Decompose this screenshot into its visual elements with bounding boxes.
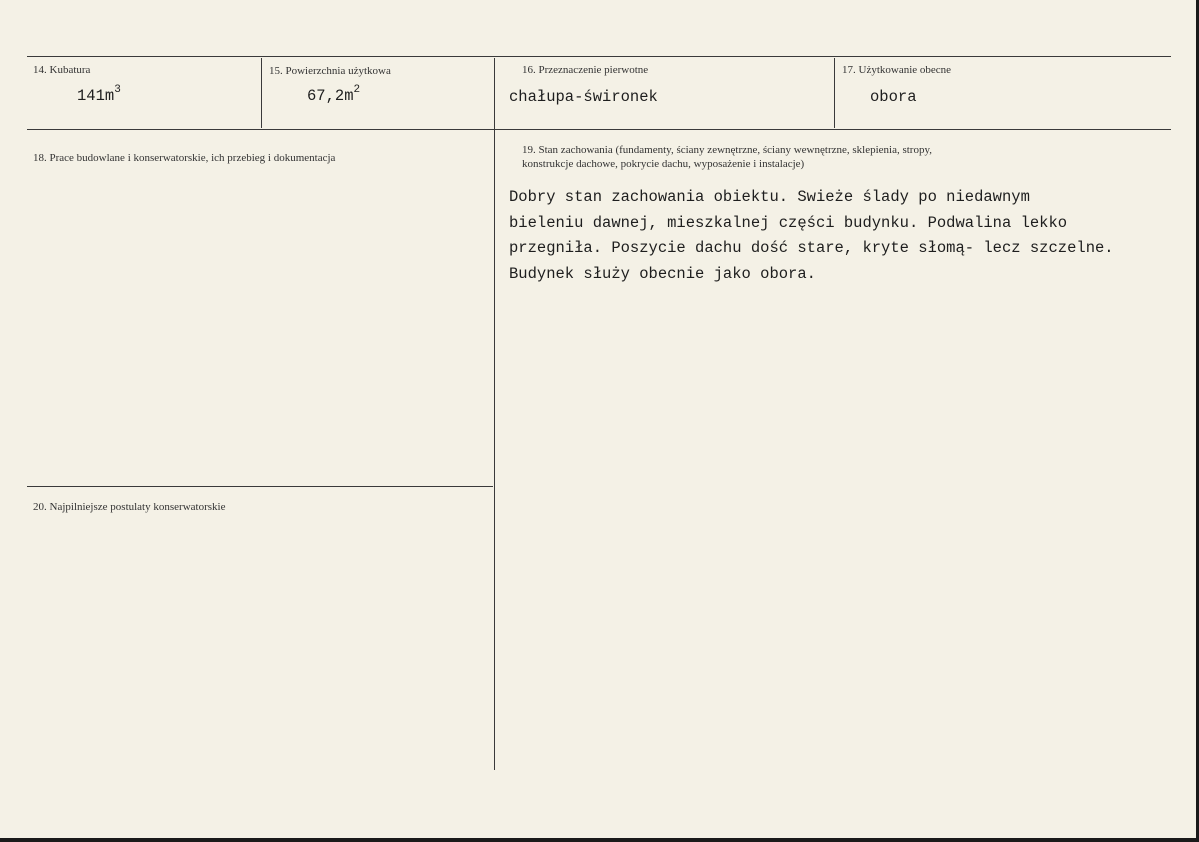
f18-label: 18. Prace budowlane i konserwatorskie, ich przebieg i dokumentacja xyxy=(33,152,336,164)
card-bottom-edge xyxy=(0,838,1199,842)
f14-label: 14. Kubatura xyxy=(33,64,91,76)
f17-value: obora xyxy=(870,88,917,106)
top-rule xyxy=(27,56,1171,57)
f19-text-line: Budynek służy obecnie jako obora. xyxy=(509,264,816,283)
f15-label: 15. Powierzchnia użytkowa xyxy=(269,65,391,77)
divider-16-17 xyxy=(834,58,835,128)
f19-label-line1: 19. Stan zachowania (fundamenty, ściany zewnętrzne, ściany wewnętrzne, sklepienia, stropy, xyxy=(522,144,933,156)
f20-label: 20. Najpilniejsze postulaty konserwatorskie xyxy=(33,501,226,513)
f16-label: 16. Przeznaczenie pierwotne xyxy=(522,64,649,76)
f19-text-line: bieleniu dawnej, mieszkalnej części budynku. Podwalina lekko xyxy=(509,213,1068,232)
divider-14-15 xyxy=(261,58,262,128)
f19-text-line: przegniła. Poszycie dachu dość stare, kryte słomą- lecz szczelne. xyxy=(509,239,1114,257)
f15-value: $67,2m^2$ xyxy=(307,84,361,105)
f17-label: 17. Użytkowanie obecne xyxy=(842,64,952,76)
row1-bottom-rule xyxy=(27,129,1171,130)
divider-main xyxy=(494,58,495,770)
f16-value: chałupa-świronek xyxy=(509,88,658,106)
f19-text xyxy=(509,185,1114,287)
f19-text-line: Dobry stan zachowania obiektu. Swieże ślady po niedawnym xyxy=(509,188,1030,206)
f18-bottom-rule xyxy=(27,486,493,487)
f19-label-line2: konstrukcje dachowe, pokrycie dachu, wyposażenie i instalacje) xyxy=(522,158,805,170)
f14-value: $141m^3$ xyxy=(77,84,121,105)
